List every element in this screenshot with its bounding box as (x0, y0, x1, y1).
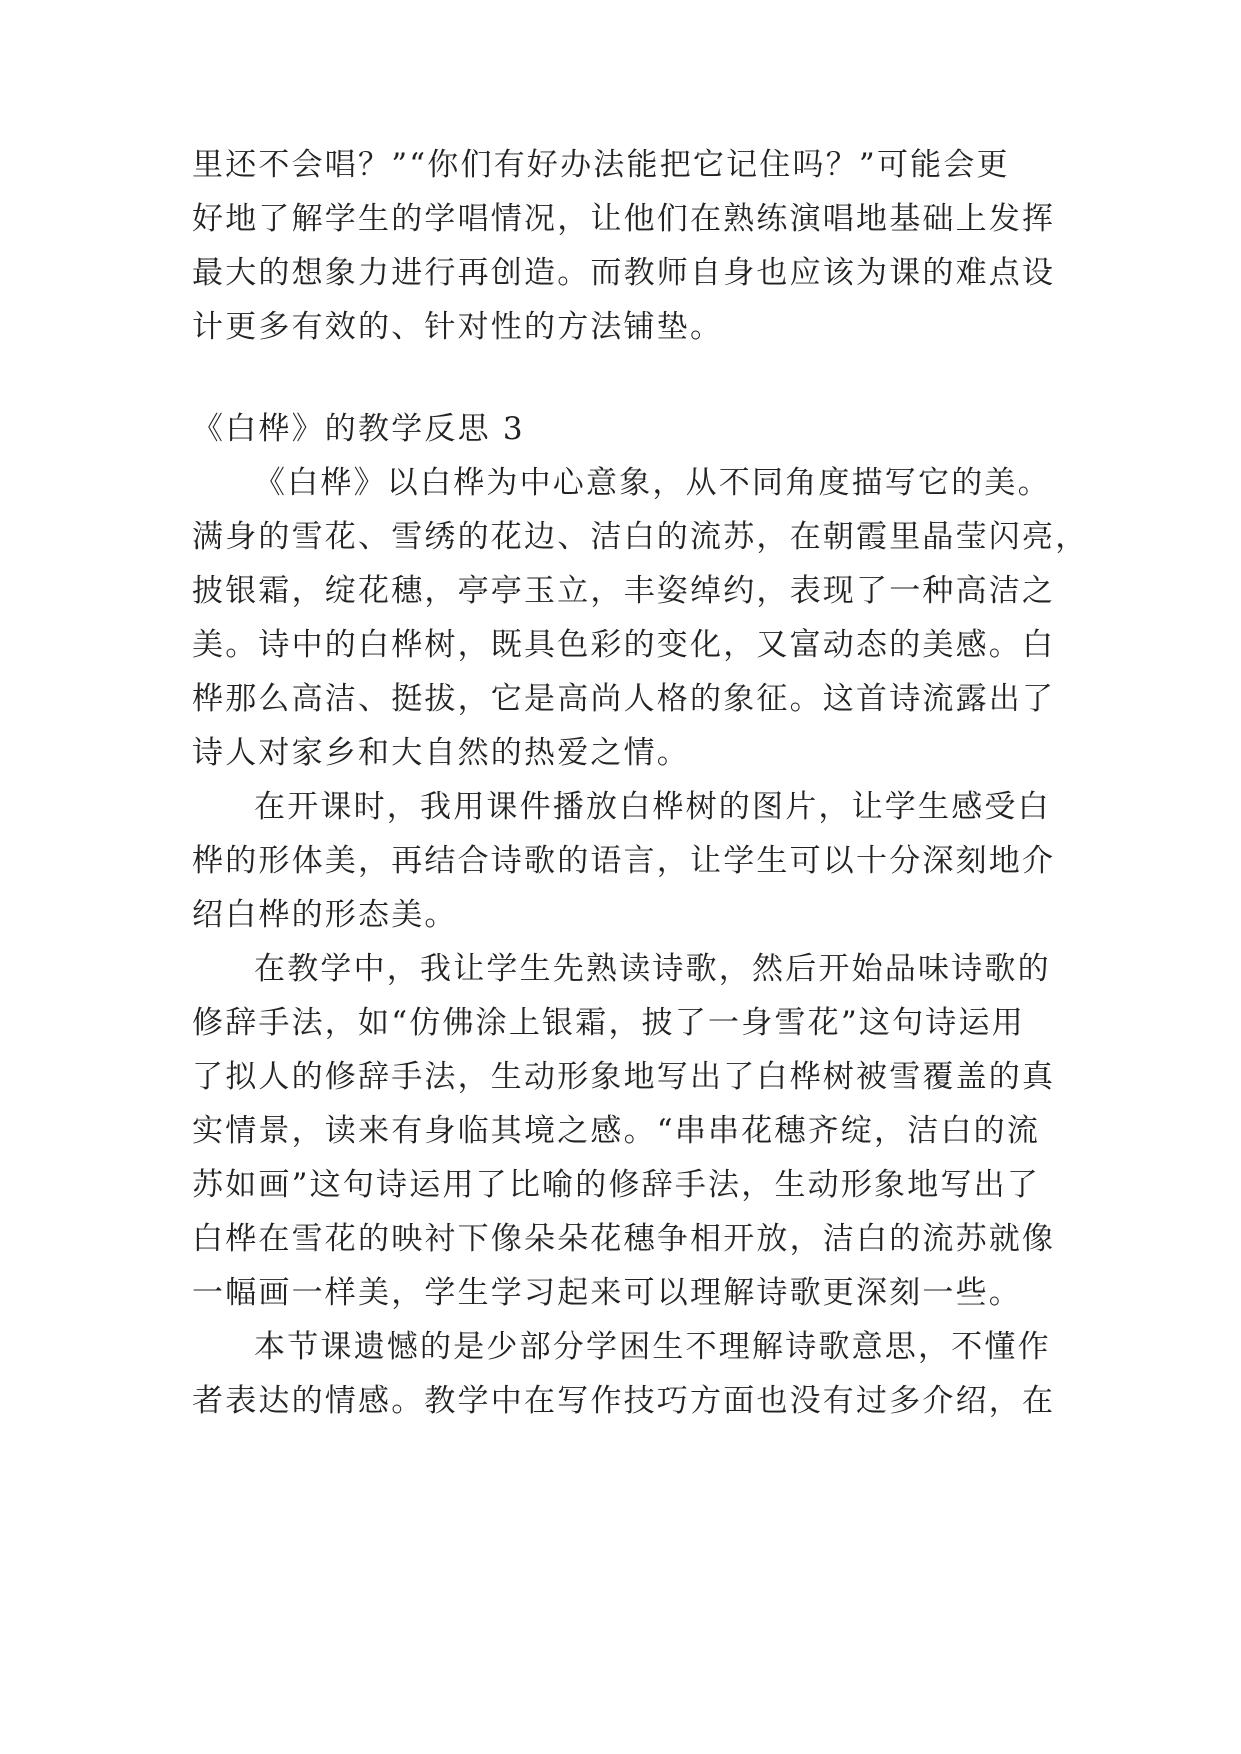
text-line: 里还不会唱？”“你们有好办法能把它记住吗？”可能会更 (192, 147, 1010, 183)
text-line: 《白桦》以白桦为中心意象，从不同角度描写它的美。 (254, 465, 1051, 501)
text-line: 诗人对家乡和大自然的热爱之情。 (192, 735, 690, 771)
text-line: 桦的形体美，再结合诗歌的语言，让学生可以十分深刻地介 (192, 843, 1056, 879)
text-line: 在开课时，我用课件播放白桦树的图片，让学生感受白 (254, 789, 1051, 825)
text-line: 在教学中，我让学生先熟读诗歌，然后开始品味诗歌的 (254, 951, 1051, 987)
text-line: 桦那么高洁、挺拔，它是高尚人格的象征。这首诗流露出了 (192, 681, 1056, 717)
text-line: 苏如画”这句诗运用了比喻的修辞手法，生动形象地写出了 (192, 1167, 1041, 1203)
text-line: 绍白桦的形态美。 (192, 897, 458, 933)
text-line: 披银霜，绽花穗，亭亭玉立，丰姿绰约，表现了一种高洁之 (192, 573, 1056, 609)
text-line: 实情景，读来有身临其境之感。“串串花穗齐绽，洁白的流 (192, 1113, 1041, 1149)
text-line: 了拟人的修辞手法，生动形象地写出了白桦树被雪覆盖的真 (192, 1059, 1056, 1095)
text-line: 好地了解学生的学唱情况，让他们在熟练演唱地基础上发挥 (192, 201, 1056, 237)
text-line: 白桦在雪花的映衬下像朵朵花穗争相开放，洁白的流苏就像 (192, 1221, 1056, 1257)
section-title: 《白桦》的教学反思 3 (192, 411, 525, 447)
document-body (192, 0, 1089, 1754)
text-line: 计更多有效的、针对性的方法铺垫。 (192, 309, 724, 345)
text-line: 本节课遗憾的是少部分学困生不理解诗歌意思，不懂作 (254, 1329, 1051, 1365)
text-line: 美。诗中的白桦树，既具色彩的变化，又富动态的美感。白 (192, 627, 1056, 663)
text-line: 满身的雪花、雪绣的花边、洁白的流苏，在朝霞里晶莹闪亮， (192, 519, 1089, 555)
text-line: 者表达的情感。教学中在写作技巧方面也没有过多介绍，在 (192, 1383, 1056, 1419)
text-line: 一幅画一样美，学生学习起来可以理解诗歌更深刻一些。 (192, 1275, 1022, 1311)
text-line: 最大的想象力进行再创造。而教师自身也应该为课的难点设 (192, 255, 1056, 291)
text-line: 修辞手法，如“仿佛涂上银霜，披了一身雪花”这句诗运用 (192, 1005, 1025, 1041)
